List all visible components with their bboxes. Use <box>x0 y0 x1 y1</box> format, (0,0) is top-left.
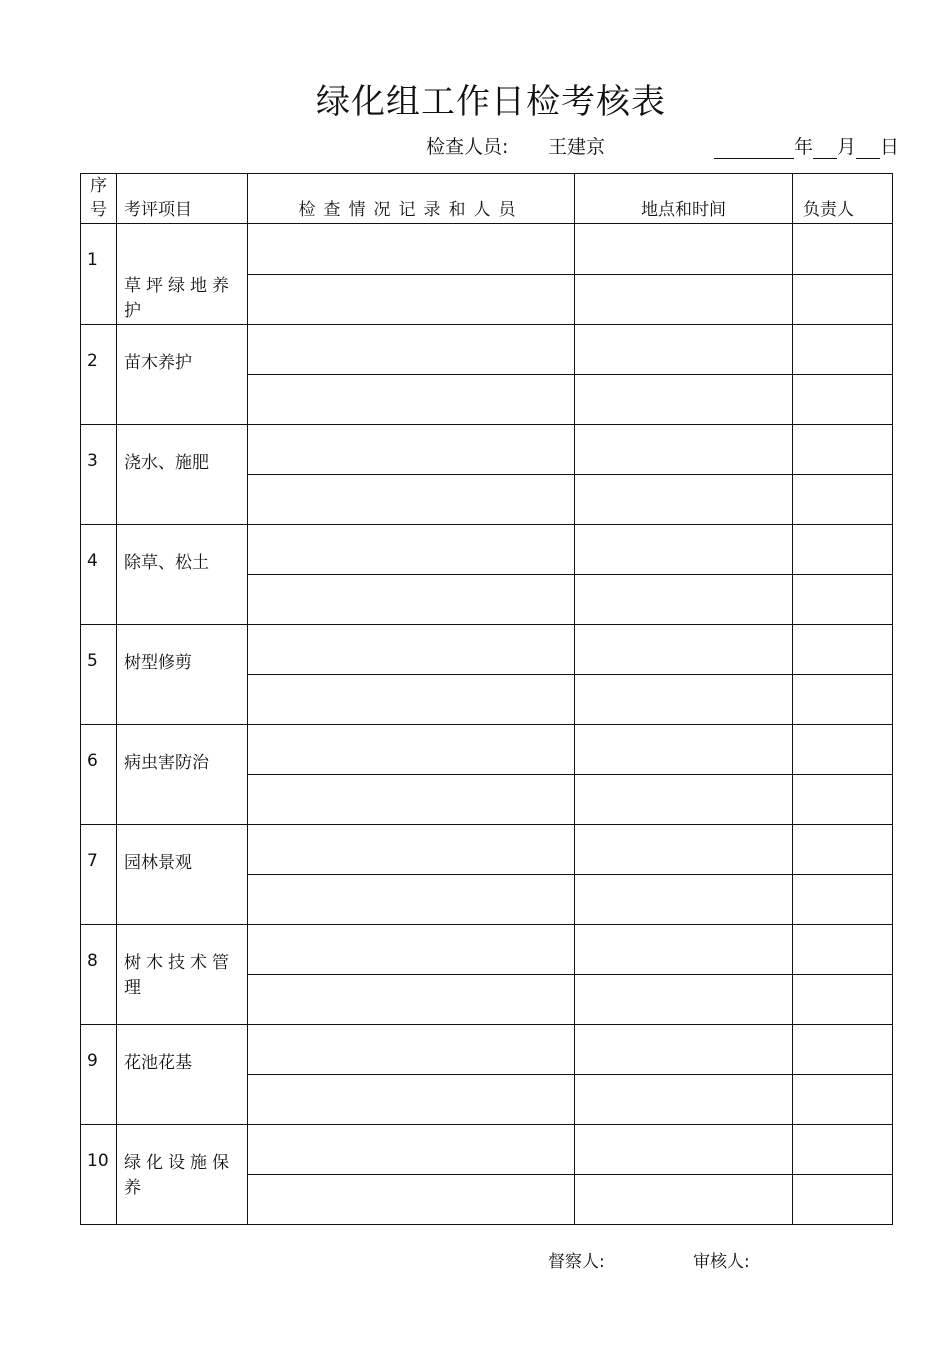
person-cell[interactable] <box>793 1025 893 1075</box>
record-cell[interactable] <box>248 825 575 875</box>
inspector-label: 检查人员: <box>426 136 509 158</box>
record-cell[interactable] <box>248 274 575 325</box>
row-item: 园林景观 <box>117 825 248 925</box>
place-time-cell[interactable] <box>575 1075 793 1125</box>
person-cell[interactable] <box>793 1075 893 1125</box>
record-cell[interactable] <box>248 875 575 925</box>
row-seq: 9 <box>81 1025 117 1125</box>
place-time-cell[interactable] <box>575 925 793 975</box>
record-cell[interactable] <box>248 725 575 775</box>
person-cell[interactable] <box>793 775 893 825</box>
row-item: 绿化设施保养 <box>117 1125 248 1225</box>
person-cell[interactable] <box>793 425 893 475</box>
table-row <box>81 1125 893 1175</box>
record-cell[interactable] <box>248 625 575 675</box>
record-cell[interactable] <box>248 525 575 575</box>
record-cell[interactable] <box>248 375 575 425</box>
person-cell[interactable] <box>793 575 893 625</box>
row-seq: 5 <box>81 625 117 725</box>
table-row <box>81 425 893 475</box>
table-header-row <box>81 174 893 224</box>
table-row <box>81 525 893 575</box>
reviewer-label: 审核人: <box>693 1252 750 1272</box>
record-cell[interactable] <box>248 224 575 275</box>
person-cell[interactable] <box>793 875 893 925</box>
table-row <box>81 825 893 875</box>
place-time-cell[interactable] <box>575 975 793 1025</box>
record-cell[interactable] <box>248 325 575 375</box>
place-time-cell[interactable] <box>575 274 793 325</box>
place-time-cell[interactable] <box>575 575 793 625</box>
row-seq: 3 <box>81 425 117 525</box>
place-time-cell[interactable] <box>575 475 793 525</box>
header-item: 考评项目 <box>117 174 248 224</box>
header-person: 负责人 <box>793 174 893 224</box>
place-time-cell[interactable] <box>575 725 793 775</box>
record-cell[interactable] <box>248 475 575 525</box>
record-cell[interactable] <box>248 775 575 825</box>
place-time-cell[interactable] <box>575 625 793 675</box>
person-cell[interactable] <box>793 274 893 325</box>
record-cell[interactable] <box>248 975 575 1025</box>
place-time-cell[interactable] <box>575 1175 793 1225</box>
row-item: 树木技术管理 <box>117 925 248 1025</box>
row-item: 病虫害防治 <box>117 725 248 825</box>
record-cell[interactable] <box>248 1075 575 1125</box>
table-row <box>81 725 893 775</box>
person-cell[interactable] <box>793 825 893 875</box>
table-row <box>81 1025 893 1075</box>
place-time-cell[interactable] <box>575 875 793 925</box>
row-seq: 4 <box>81 525 117 625</box>
month-blank[interactable] <box>813 138 837 159</box>
person-cell[interactable] <box>793 675 893 725</box>
header-seq-line1: 序 <box>90 176 107 196</box>
inspector-name: 王建京 <box>548 136 606 158</box>
day-label: 日 <box>880 136 900 158</box>
date-line <box>714 132 899 159</box>
header-place-time: 地点和时间 <box>575 174 793 224</box>
row-item: 草坪绿地养护 <box>117 224 248 325</box>
place-time-cell[interactable] <box>575 224 793 275</box>
person-cell[interactable] <box>793 975 893 1025</box>
place-time-cell[interactable] <box>575 325 793 375</box>
record-cell[interactable] <box>248 1025 575 1075</box>
header-seq <box>81 174 117 224</box>
person-cell[interactable] <box>793 375 893 425</box>
table-row <box>81 625 893 675</box>
place-time-cell[interactable] <box>575 425 793 475</box>
person-cell[interactable] <box>793 1175 893 1225</box>
page-title: 绿化组工作日检考核表 <box>316 82 666 122</box>
table-row <box>81 325 893 375</box>
person-cell[interactable] <box>793 625 893 675</box>
record-cell[interactable] <box>248 425 575 475</box>
person-cell[interactable] <box>793 325 893 375</box>
place-time-cell[interactable] <box>575 775 793 825</box>
person-cell[interactable] <box>793 525 893 575</box>
row-item: 树型修剪 <box>117 625 248 725</box>
record-cell[interactable] <box>248 575 575 625</box>
place-time-cell[interactable] <box>575 1025 793 1075</box>
record-cell[interactable] <box>248 675 575 725</box>
row-seq: 10 <box>81 1125 117 1225</box>
place-time-cell[interactable] <box>575 675 793 725</box>
row-seq: 1 <box>81 224 117 325</box>
row-seq: 8 <box>81 925 117 1025</box>
header-seq-line2: 号 <box>90 200 107 220</box>
row-item: 除草、松土 <box>117 525 248 625</box>
person-cell[interactable] <box>793 475 893 525</box>
record-cell[interactable] <box>248 925 575 975</box>
place-time-cell[interactable] <box>575 1125 793 1175</box>
row-seq: 7 <box>81 825 117 925</box>
row-seq: 2 <box>81 325 117 425</box>
day-blank[interactable] <box>856 138 880 159</box>
row-seq: 6 <box>81 725 117 825</box>
row-item: 苗木养护 <box>117 325 248 425</box>
year-blank[interactable] <box>714 138 794 159</box>
table-row <box>81 224 893 275</box>
place-time-cell[interactable] <box>575 525 793 575</box>
person-cell[interactable] <box>793 1125 893 1175</box>
record-cell[interactable] <box>248 1125 575 1175</box>
table-row <box>81 925 893 975</box>
person-cell[interactable] <box>793 725 893 775</box>
year-label: 年 <box>794 136 814 158</box>
person-cell[interactable] <box>793 925 893 975</box>
place-time-cell[interactable] <box>575 375 793 425</box>
person-cell[interactable] <box>793 224 893 275</box>
record-cell[interactable] <box>248 1175 575 1225</box>
row-item: 花池花基 <box>117 1025 248 1125</box>
inspection-table <box>80 173 893 1225</box>
row-item: 浇水、施肥 <box>117 425 248 525</box>
header-record: 检查情况记录和人员 <box>248 174 575 224</box>
supervisor-label: 督察人: <box>548 1252 605 1272</box>
month-label: 月 <box>837 136 857 158</box>
place-time-cell[interactable] <box>575 825 793 875</box>
